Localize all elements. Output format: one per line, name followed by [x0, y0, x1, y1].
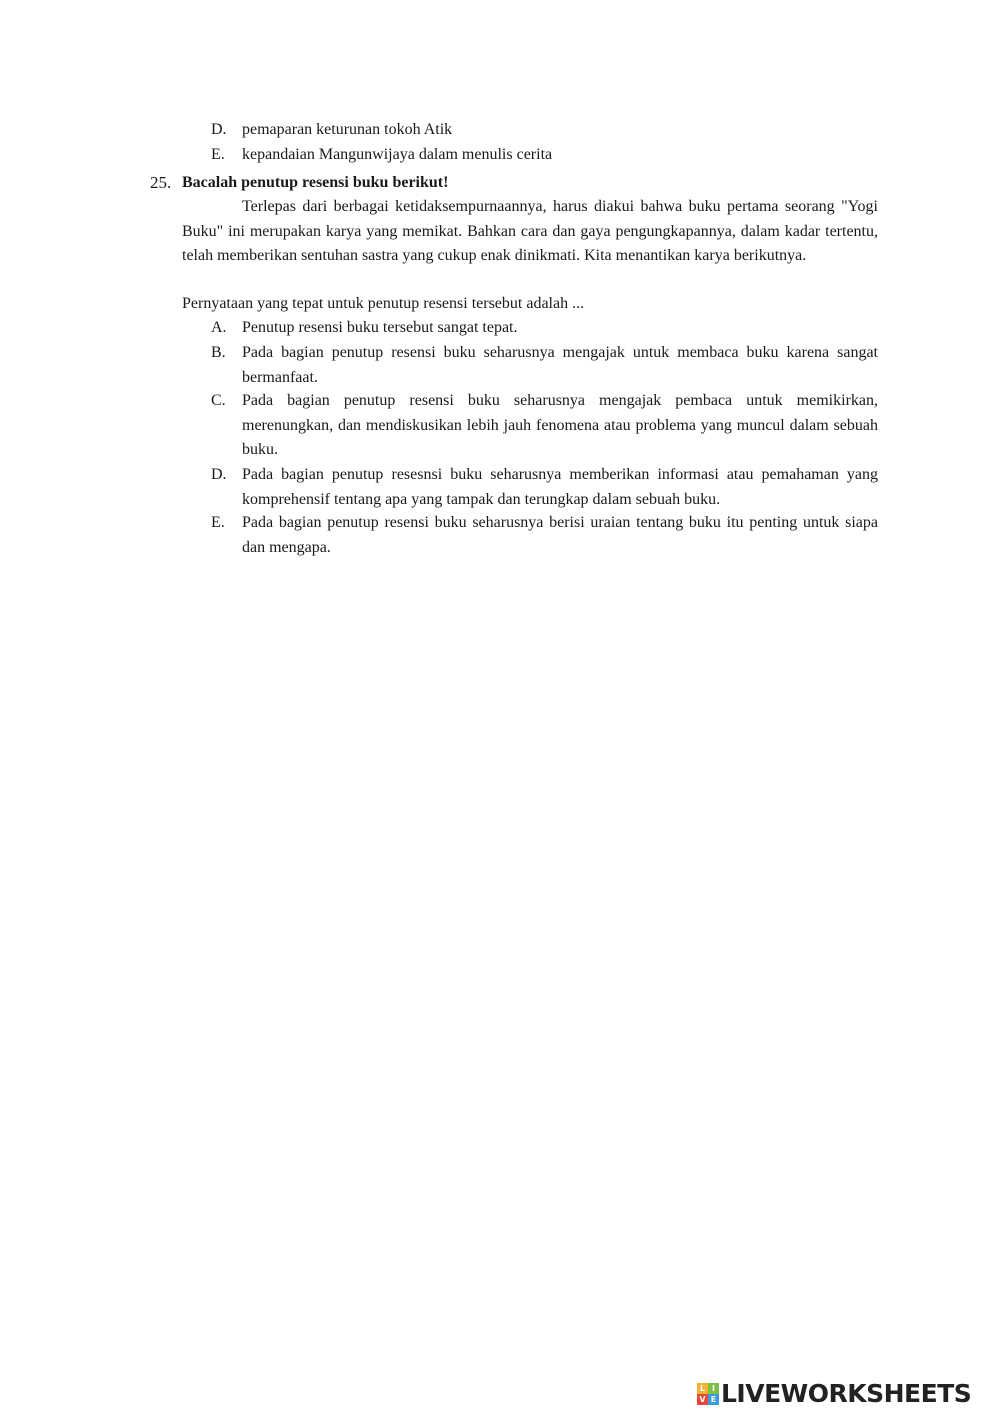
option-letter: B. — [211, 344, 226, 361]
logo-cell-i: I — [708, 1383, 719, 1394]
logo-cell-e: E — [708, 1394, 719, 1405]
option-d[interactable] — [211, 463, 878, 512]
question-title: Bacalah penutup resensi buku berikut! — [182, 174, 449, 191]
option-a[interactable] — [211, 316, 878, 341]
option-letter: A. — [211, 319, 227, 336]
question-prompt: Pernyataan yang tepat untuk penutup resensi tersebut adalah ... — [182, 295, 585, 312]
option-b[interactable] — [211, 341, 878, 390]
option-letter: E. — [211, 514, 225, 531]
logo-cell-v: V — [697, 1394, 708, 1405]
liveworksheets-icon — [697, 1383, 719, 1405]
option-letter: E. — [211, 146, 225, 163]
prev-option-e[interactable] — [211, 143, 878, 168]
review-closing-passage: Terlepas dari berbagai ketidaksempurnaannya, harus diakui bahwa buku pertama seorang "Yogi Buku" ini merupakan karya yang memikat. Bahkan cara dan gaya pengungkapannya, dalam kadar tertentu, telah memberikan sentuhan sastra yang cukup enak dinikmati. Kita menantikan karya berikutnya. — [182, 198, 878, 264]
option-text: kepandaian Mangunwijaya dalam menulis cerita — [242, 146, 553, 163]
option-text: Penutup resensi buku tersebut sangat tepat. — [242, 319, 518, 336]
option-letter: D. — [211, 466, 227, 483]
option-text: Pada bagian penutup resesnsi buku seharusnya memberikan informasi atau pemahaman yang komprehensif tentang apa yang tampak dan terungkap dalam sebuah buku. — [242, 466, 878, 508]
option-text: Pada bagian penutup resensi buku seharusnya mengajak pembaca untuk memikirkan, merenungkan, dan mendiskusikan lebih jauh fenomena atau problema yang muncul dalam sebuah buku. — [242, 392, 878, 458]
option-letter: D. — [211, 121, 227, 138]
logo-cell-l: L — [697, 1383, 708, 1394]
option-text: Pada bagian penutup resensi buku seharusnya mengajak untuk membaca buku karena sangat bermanfaat. — [242, 344, 878, 386]
option-e[interactable] — [211, 511, 878, 560]
question-number: 25. — [150, 173, 172, 192]
option-letter: C. — [211, 392, 226, 409]
option-text: Pada bagian penutup resensi buku seharusnya berisi uraian tentang buku itu penting untuk siapa dan mengapa. — [242, 514, 878, 556]
option-text: pemaparan keturunan tokoh Atik — [242, 121, 453, 138]
option-c[interactable] — [211, 389, 878, 463]
logo-text: LIVEWORKSHEETS — [721, 1379, 972, 1408]
prev-option-d[interactable] — [211, 118, 878, 143]
liveworksheets-logo — [697, 1380, 971, 1408]
